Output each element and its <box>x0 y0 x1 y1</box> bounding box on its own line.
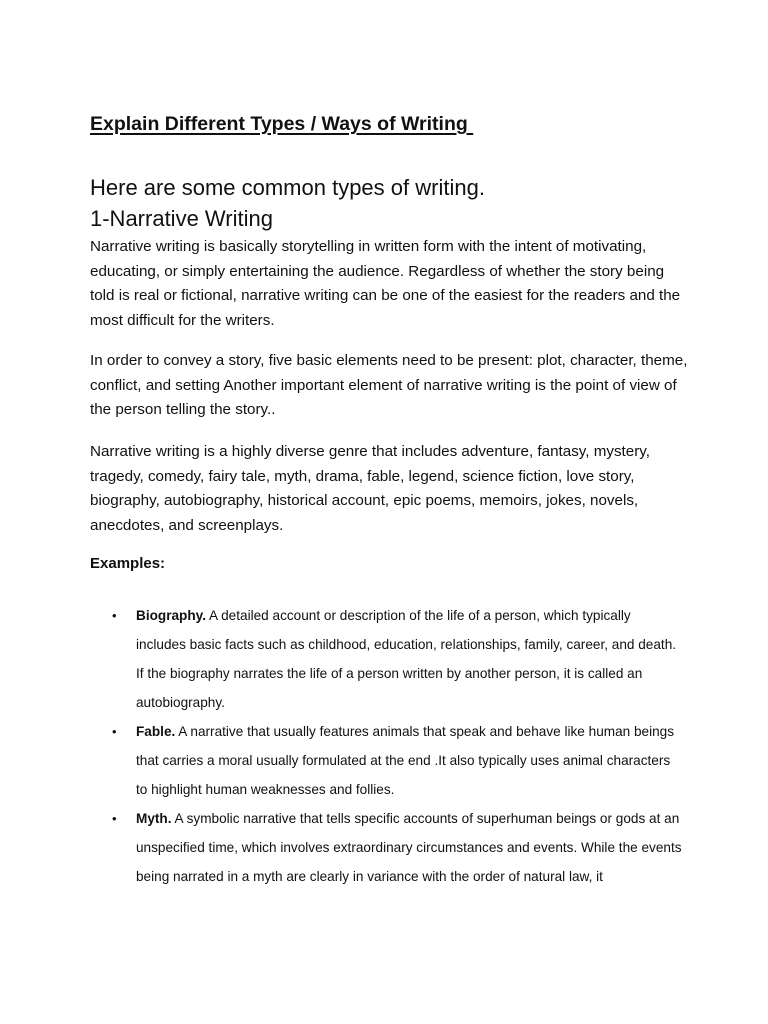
examples-list <box>112 601 684 891</box>
example-term: Fable. <box>136 724 176 739</box>
paragraph-story-elements: In order to convey a story, five basic elements need to be present: plot, character, theme, conflict, and setting Another important element of narrative writing is the point of view of the person telling the story.. <box>90 352 688 418</box>
list-item-biography <box>112 601 684 717</box>
bullet-icon: • <box>112 608 117 623</box>
paragraph-narrative-definition: Narrative writing is basically storytelling in written form with the intent of motivating, educating, or simply entertaining the audience. Regardless of whether the story being told is real or fictional, narrative writing can be one of the easiest for the readers and the most difficult for the writers. <box>90 238 681 329</box>
example-description: A narrative that usually features animals that speak and behave like human beings that carries a moral usually formulated at the end .It also typically uses animal characters to highlight human weaknesses and follies. <box>136 724 675 797</box>
document-title: Explain Different Types / Ways of Writing <box>90 113 474 135</box>
example-description: A detailed account or description of the life of a person, which typically includes basic facts such as childhood, education, relationships, family, career, and death. If the biography narrates the life of a person written by another person, it is called an autobiography. <box>136 608 677 710</box>
bullet-icon: • <box>112 724 117 739</box>
list-item-myth <box>112 804 684 891</box>
intro-line: Here are some common types of writing. <box>90 175 485 200</box>
examples-label: Examples: <box>90 555 166 572</box>
paragraph-narrative-genres: Narrative writing is a highly diverse genre that includes adventure, fantasy, mystery, tragedy, comedy, fairy tale, myth, drama, fable, legend, science fiction, love story, biography, autobiography, historical account, epic poems, memoirs, jokes, novels, anecdotes, and screenplays. <box>90 443 650 534</box>
bullet-icon: • <box>112 811 117 826</box>
example-term: Myth. <box>136 811 172 826</box>
list-item-fable <box>112 717 684 804</box>
example-term: Biography. <box>136 608 206 623</box>
section-heading-narrative: 1-Narrative Writing <box>90 206 273 231</box>
example-description: A symbolic narrative that tells specific accounts of superhuman beings or gods at an unspecified time, which involves extraordinary circumstances and events. While the events being narrated in a myth are clearly in variance with the order of natural law, it <box>136 811 682 884</box>
